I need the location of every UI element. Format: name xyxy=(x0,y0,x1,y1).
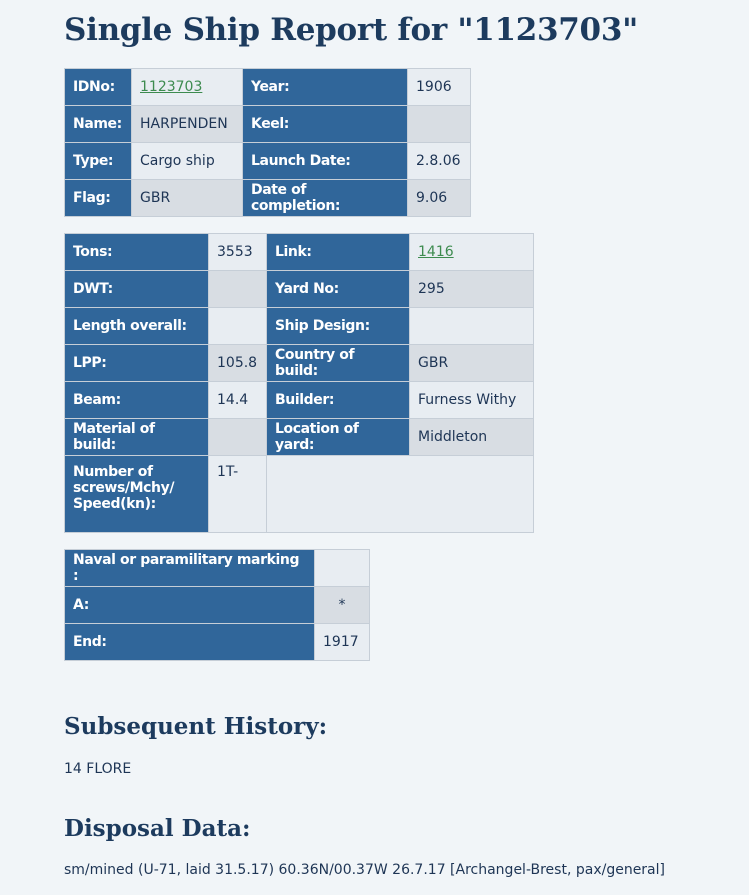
launch-date-value: 2.8.06 xyxy=(408,143,471,180)
tons-label: Tons: xyxy=(65,234,209,271)
subsequent-history-text: 14 FLORE xyxy=(64,761,132,777)
beam-value: 14.4 xyxy=(209,382,267,419)
table-row xyxy=(65,234,534,271)
length-overall-value xyxy=(209,308,267,345)
keel-label: Keel: xyxy=(243,106,408,143)
general-info-table xyxy=(64,68,471,217)
table-row xyxy=(65,69,471,106)
end-label: End: xyxy=(65,624,315,661)
length-overall-label: Length overall: xyxy=(65,308,209,345)
table-row xyxy=(65,106,471,143)
tons-value: 3553 xyxy=(209,234,267,271)
country-of-build-value: GBR xyxy=(410,345,534,382)
location-of-yard-value: Middleton xyxy=(410,419,534,456)
table-row xyxy=(65,624,370,661)
builder-value: Furness Withy xyxy=(410,382,534,419)
link-label: Link: xyxy=(267,234,410,271)
ship-specs-table xyxy=(64,233,534,533)
table-row xyxy=(65,271,534,308)
completion-date-label: Date of completion: xyxy=(243,180,408,217)
name-label: Name: xyxy=(65,106,132,143)
year-label: Year: xyxy=(243,69,408,106)
naval-marking-table xyxy=(64,549,370,661)
link-cell xyxy=(410,234,534,271)
page-title: Single Ship Report for "1123703" xyxy=(64,12,638,48)
screws-speed-value: 1T- xyxy=(209,456,267,533)
flag-label: Flag: xyxy=(65,180,132,217)
subsequent-history-heading: Subsequent History: xyxy=(64,713,328,740)
table-row xyxy=(65,382,534,419)
year-value: 1906 xyxy=(408,69,471,106)
naval-marking-value xyxy=(315,550,370,587)
a-value: * xyxy=(315,587,370,624)
flag-value: GBR xyxy=(132,180,243,217)
table-row xyxy=(65,550,370,587)
table-row xyxy=(65,587,370,624)
builder-label: Builder: xyxy=(267,382,410,419)
location-of-yard-label: Location of yard: xyxy=(267,419,410,456)
lpp-value: 105.8 xyxy=(209,345,267,382)
naval-marking-label: Naval or paramilitary marking : xyxy=(65,550,315,587)
end-value: 1917 xyxy=(315,624,370,661)
launch-date-label: Launch Date: xyxy=(243,143,408,180)
screws-speed-label: Number of screws/Mchy/ Speed(kn): xyxy=(65,456,209,533)
beam-label: Beam: xyxy=(65,382,209,419)
yard-no-value: 295 xyxy=(410,271,534,308)
empty-cell xyxy=(267,456,534,533)
type-value: Cargo ship xyxy=(132,143,243,180)
table-row xyxy=(65,345,534,382)
name-value: HARPENDEN xyxy=(132,106,243,143)
material-of-build-label: Material of build: xyxy=(65,419,209,456)
dwt-label: DWT: xyxy=(65,271,209,308)
lpp-label: LPP: xyxy=(65,345,209,382)
link-value-link[interactable]: 1416 xyxy=(418,244,454,260)
disposal-data-text: sm/mined (U-71, laid 31.5.17) 60.36N/00.37W 26.7.17 [Archangel-Brest, pax/general] xyxy=(64,862,665,878)
table-row xyxy=(65,419,534,456)
material-of-build-value xyxy=(209,419,267,456)
yard-no-label: Yard No: xyxy=(267,271,410,308)
a-label: A: xyxy=(65,587,315,624)
table-row xyxy=(65,456,534,533)
keel-value xyxy=(408,106,471,143)
ship-design-label: Ship Design: xyxy=(267,308,410,345)
table-row xyxy=(65,143,471,180)
dwt-value xyxy=(209,271,267,308)
disposal-data-heading: Disposal Data: xyxy=(64,815,251,842)
table-row xyxy=(65,308,534,345)
type-label: Type: xyxy=(65,143,132,180)
idno-label: IDNo: xyxy=(65,69,132,106)
idno-cell xyxy=(132,69,243,106)
completion-date-value: 9.06 xyxy=(408,180,471,217)
idno-link[interactable]: 1123703 xyxy=(140,79,203,95)
ship-design-value xyxy=(410,308,534,345)
country-of-build-label: Country of build: xyxy=(267,345,410,382)
table-row xyxy=(65,180,471,217)
